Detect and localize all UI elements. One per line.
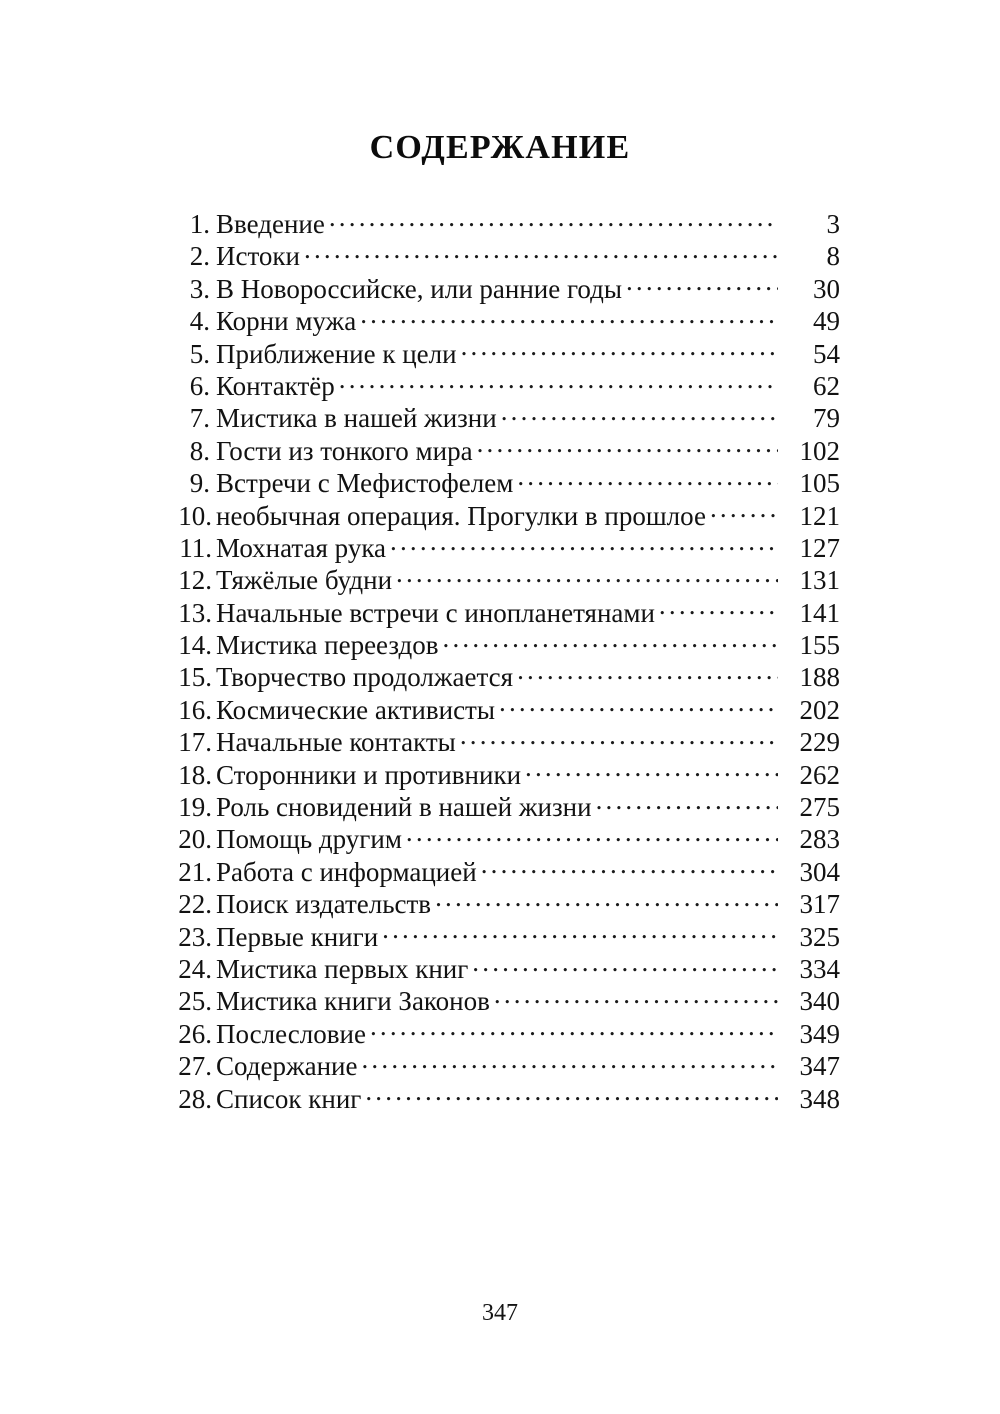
toc-dot-leader [361, 1048, 778, 1075]
toc-entry[interactable] [168, 530, 840, 562]
toc-entry[interactable] [168, 238, 840, 270]
toc-entry[interactable] [168, 303, 840, 335]
toc-entry-label: Сторонники и противники [216, 759, 522, 790]
toc-entry-page-number: 127 [799, 532, 840, 563]
toc-entry-number: 27. [178, 1051, 212, 1082]
toc-entry-number: 26. [178, 1018, 212, 1049]
toc-entry-label: Первые книги [216, 921, 379, 952]
toc-dot-leader [481, 854, 778, 881]
toc-entry-number: 13. [178, 597, 212, 628]
toc-entry[interactable] [168, 595, 840, 627]
toc-dot-leader [494, 983, 778, 1010]
toc-entry-number: 6. [189, 370, 210, 401]
toc-entry-number: 9. [189, 468, 210, 499]
table-of-contents-list [168, 206, 840, 1113]
toc-entry[interactable] [168, 692, 840, 724]
toc-entry-label: Мистика книги Законов [216, 986, 490, 1017]
toc-entry-page-number: 54 [813, 338, 840, 369]
toc-entry-page-number: 105 [799, 468, 840, 499]
toc-dot-leader [461, 336, 778, 363]
toc-entry-page-number: 102 [799, 435, 840, 466]
toc-entry-label: Гости из тонкого мира [216, 435, 473, 466]
toc-dot-leader [304, 238, 778, 265]
toc-entry-label: Послесловие [216, 1018, 366, 1049]
toc-entry-page-number: 304 [799, 856, 840, 887]
toc-entry-page-number: 188 [799, 662, 840, 693]
toc-entry-page-number: 155 [799, 630, 840, 661]
toc-entry-number: 24. [178, 953, 212, 984]
toc-entry-number: 25. [178, 986, 212, 1017]
toc-entry-page-number: 275 [799, 792, 840, 823]
toc-entry-label: Помощь другим [216, 824, 402, 855]
toc-entry[interactable] [168, 465, 840, 497]
toc-entry[interactable] [168, 789, 840, 821]
toc-entry[interactable] [168, 562, 840, 594]
toc-entry[interactable] [168, 206, 840, 238]
toc-entry-number: 23. [178, 921, 212, 952]
toc-dot-leader [501, 400, 778, 427]
toc-entry[interactable] [168, 498, 840, 530]
toc-entry-label: Поиск издательств [216, 889, 432, 920]
toc-entry-number: 20. [178, 824, 212, 855]
toc-entry-label: необычная операция. Прогулки в прошлое [216, 500, 706, 531]
toc-entry[interactable] [168, 1048, 840, 1080]
toc-dot-leader [472, 951, 778, 978]
toc-entry-page-number: 121 [799, 500, 840, 531]
toc-entry-number: 2. [189, 241, 210, 272]
toc-entry-number: 18. [178, 759, 212, 790]
toc-dot-leader [382, 919, 778, 946]
toc-dot-leader [517, 465, 778, 492]
toc-entry-page-number: 49 [813, 306, 840, 337]
toc-entry[interactable] [168, 919, 840, 951]
toc-dot-leader [710, 498, 778, 525]
toc-entry-label: Корни мужа [216, 306, 357, 337]
toc-entry-number: 19. [178, 792, 212, 823]
toc-entry[interactable] [168, 336, 840, 368]
toc-entry-label: Приближение к цели [216, 338, 457, 369]
toc-dot-leader [435, 886, 778, 913]
toc-entry-page-number: 325 [799, 921, 840, 952]
toc-entry-label: Мистика переездов [216, 630, 439, 661]
toc-dot-leader [370, 1016, 778, 1043]
toc-entry-page-number: 131 [799, 565, 840, 596]
toc-entry[interactable] [168, 271, 840, 303]
page-title: СОДЕРЖАНИЕ [369, 129, 631, 166]
toc-entry-number: 21. [178, 856, 212, 887]
toc-entry-page-number: 283 [799, 824, 840, 855]
toc-entry-number: 11. [179, 532, 212, 563]
toc-entry-page-number: 262 [799, 759, 840, 790]
toc-entry-number: 14. [178, 630, 212, 661]
toc-entry[interactable] [168, 433, 840, 465]
toc-entry[interactable] [168, 1081, 840, 1113]
toc-dot-leader [406, 821, 778, 848]
toc-entry-label: Начальные контакты [216, 727, 456, 758]
toc-entry-page-number: 62 [813, 370, 840, 401]
toc-dot-leader [525, 757, 778, 784]
toc-entry-label: Мохнатая рука [216, 532, 387, 563]
toc-entry-number: 3. [189, 273, 210, 304]
toc-entry-label: В Новороссийске, или ранние годы [216, 273, 622, 304]
toc-dot-leader [443, 627, 778, 654]
toc-entry-page-number: 3 [826, 209, 840, 239]
toc-entry-label: Список книг [216, 1083, 362, 1114]
toc-entry-label: Встречи с Мефистофелем [216, 468, 514, 499]
footer-page-number: 347 [482, 1300, 518, 1326]
toc-entry[interactable] [168, 659, 840, 691]
toc-entry[interactable] [168, 400, 840, 432]
toc-dot-leader [396, 562, 778, 589]
toc-entry-number: 12. [178, 565, 212, 596]
toc-entry-number: 8. [189, 435, 210, 466]
toc-entry-label: Тяжёлые будни [216, 565, 393, 596]
toc-entry-number: 5. [189, 338, 210, 369]
toc-dot-leader [626, 271, 778, 298]
toc-entry-label: Введение [216, 209, 325, 239]
toc-entry-label: Мистика в нашей жизни [216, 403, 497, 434]
toc-entry[interactable] [168, 1016, 840, 1048]
toc-entry[interactable] [168, 983, 840, 1015]
toc-entry-page-number: 340 [799, 986, 840, 1017]
toc-dot-leader [596, 789, 778, 816]
toc-dot-leader [477, 433, 778, 460]
toc-entry-number: 22. [178, 889, 212, 920]
toc-entry-number: 15. [178, 662, 212, 693]
toc-entry-number: 10. [178, 500, 212, 531]
toc-entry-number: 1. [189, 209, 210, 239]
toc-entry-page-number: 317 [799, 889, 840, 920]
toc-entry[interactable] [168, 951, 840, 983]
toc-entry-number: 17. [178, 727, 212, 758]
toc-entry[interactable] [168, 368, 840, 400]
toc-entry-label: Роль сновидений в нашей жизни [216, 792, 592, 823]
toc-entry-page-number: 202 [799, 694, 840, 725]
toc-entry-label: Контактёр [216, 370, 335, 401]
toc-entry-number: 7. [189, 403, 210, 434]
toc-dot-leader [517, 659, 778, 686]
toc-entry[interactable] [168, 886, 840, 918]
toc-entry-page-number: 349 [799, 1018, 840, 1049]
toc-entry-page-number: 229 [799, 727, 840, 758]
toc-entry-number: 16. [178, 694, 212, 725]
toc-entry-page-number: 348 [799, 1083, 840, 1114]
toc-entry-page-number: 347 [799, 1051, 840, 1082]
toc-entry-number: 4. [189, 306, 210, 337]
toc-entry-label: Истоки [216, 241, 300, 272]
toc-entry[interactable] [168, 821, 840, 853]
toc-entry-label: Творчество продолжается [216, 662, 514, 693]
toc-dot-leader [329, 206, 778, 233]
toc-dot-leader [499, 692, 778, 719]
toc-entry-label: Содержание [216, 1051, 358, 1082]
toc-dot-leader [365, 1081, 778, 1108]
toc-dot-leader [659, 595, 778, 622]
toc-dot-leader [339, 368, 778, 395]
toc-entry[interactable] [168, 854, 840, 886]
toc-entry-page-number: 141 [799, 597, 840, 628]
toc-entry-page-number: 79 [813, 403, 840, 434]
toc-entry[interactable] [168, 724, 840, 756]
toc-entry-label: Начальные встречи с инопланетянами [216, 597, 655, 628]
toc-entry-label: Космические активисты [216, 694, 495, 725]
toc-entry[interactable] [168, 757, 840, 789]
toc-entry-page-number: 30 [813, 273, 840, 304]
toc-entry-page-number: 334 [799, 953, 840, 984]
toc-entry-label: Работа с информацией [216, 856, 477, 887]
toc-dot-leader [360, 303, 778, 330]
toc-entry-number: 28. [178, 1083, 212, 1114]
toc-entry[interactable] [168, 627, 840, 659]
toc-dot-leader [390, 530, 778, 557]
toc-entry-label: Мистика первых книг [216, 953, 469, 984]
toc-dot-leader [460, 724, 778, 751]
toc-entry-page-number: 8 [826, 241, 840, 272]
